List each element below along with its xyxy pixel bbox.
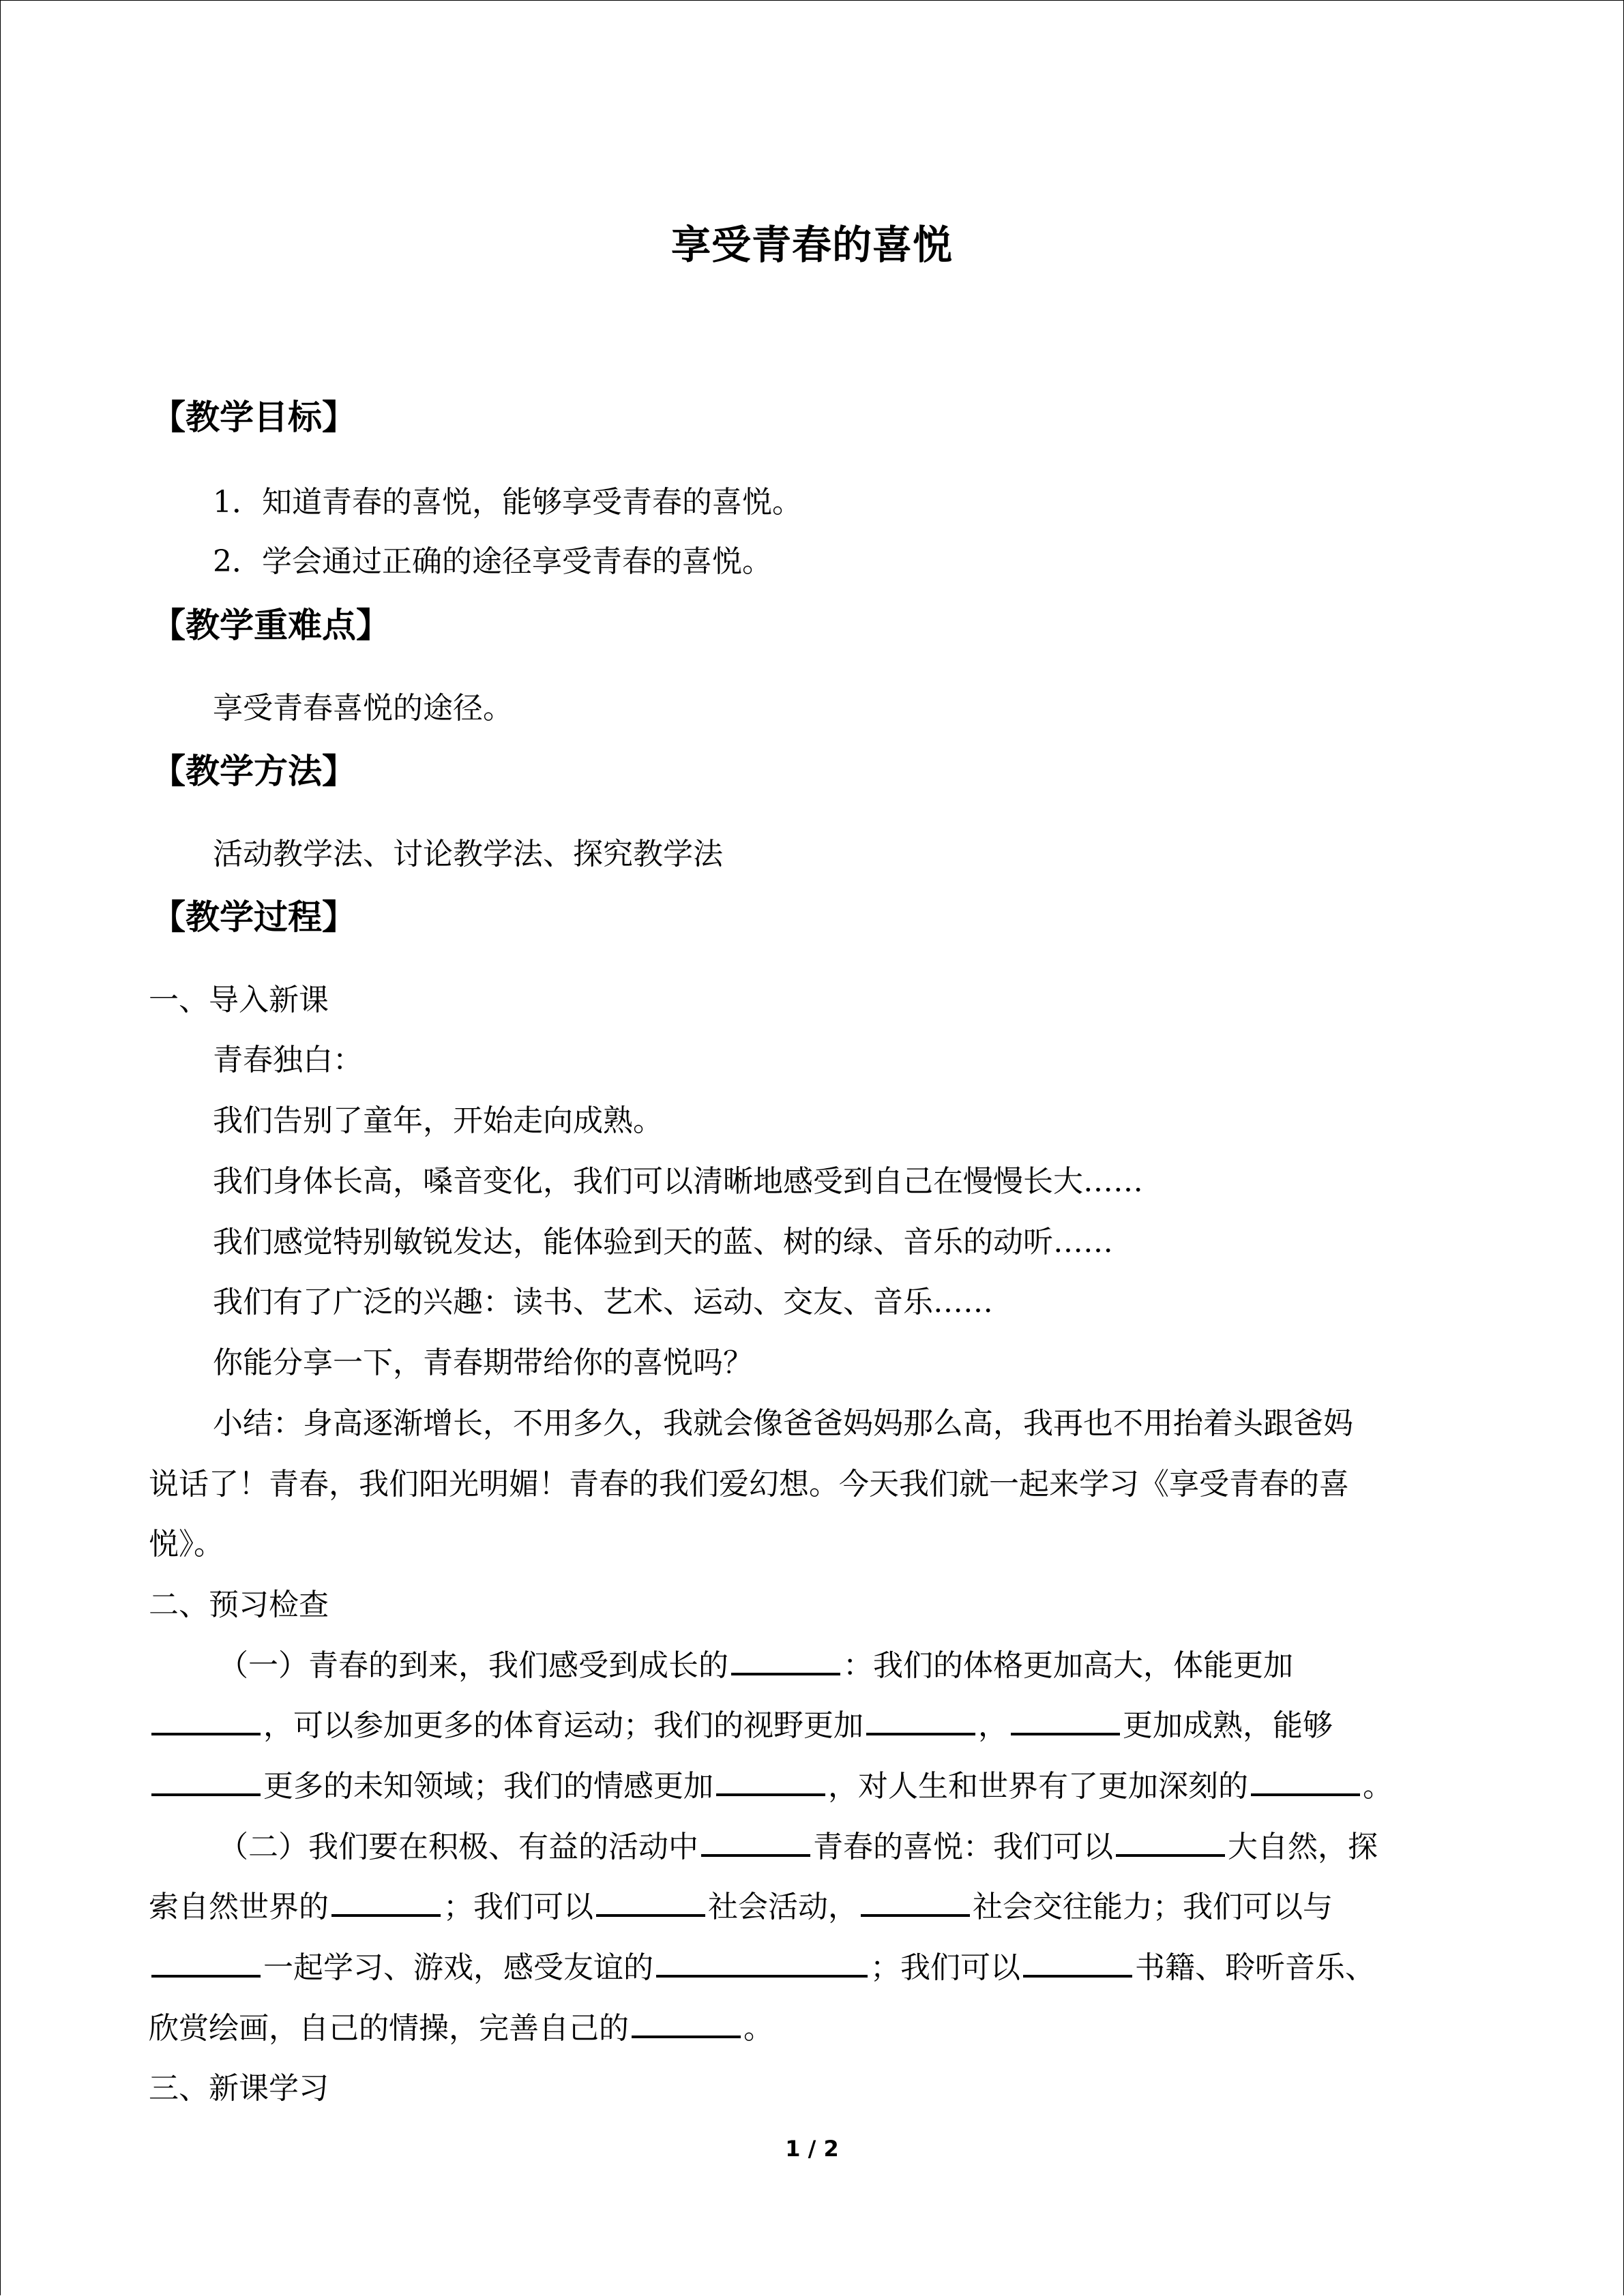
blank[interactable] (1116, 1824, 1225, 1857)
page-number: 1 / 2 (785, 2136, 839, 2162)
blank[interactable] (151, 1763, 261, 1796)
section1-line: 你能分享一下，青春期带给你的喜悦吗？ (213, 1345, 753, 1380)
section1-line: 我们有了广泛的兴趣：读书、艺术、运动、交友、音乐…… (213, 1285, 993, 1320)
blank[interactable] (596, 1884, 705, 1917)
fill-in-line: （一）青春的到来，我们感受到成长的 ：我们的体格更加高大，体能更加 (218, 1641, 1293, 1684)
document-title: 享受青春的喜悦 (670, 222, 953, 268)
section2-title: 二、预习检查 (149, 1587, 329, 1622)
blank[interactable] (731, 1643, 840, 1675)
blank[interactable] (1251, 1763, 1360, 1796)
fill-in-line: 欣赏绘画，自己的情操，完善自己的 。 (149, 2003, 773, 2047)
section1-line: 我们告别了童年，开始走向成熟。 (213, 1103, 663, 1138)
section1-line: 我们身体长高，嗓音变化，我们可以清晰地感受到自己在慢慢长大…… (213, 1164, 1143, 1199)
summary-line-3: 悦》。 (149, 1527, 224, 1562)
blank[interactable] (331, 1884, 441, 1917)
fill-in-line: ，可以参加更多的体育运动；我们的视野更加 ， 更加成熟，能够 (149, 1701, 1333, 1744)
methods-text: 活动教学法、讨论教学法、探究教学法 (213, 837, 723, 871)
fill-in-line: 索自然世界的 ；我们可以 社会活动， 社会交往能力；我们可以与 (149, 1882, 1333, 1926)
heading-key-points: 【教学重难点】 (151, 606, 390, 645)
key-points-text: 享受青春喜悦的途径。 (213, 691, 513, 726)
blank[interactable] (861, 1884, 970, 1917)
blank[interactable] (632, 2006, 741, 2038)
fill-in-line: 一起学习、游戏，感受友谊的 ；我们可以 书籍、聆听音乐、 (149, 1943, 1375, 1986)
heading-goals: 【教学目标】 (151, 398, 356, 437)
blank[interactable] (866, 1703, 975, 1735)
heading-methods: 【教学方法】 (151, 751, 356, 791)
blank[interactable] (1023, 1945, 1132, 1978)
section1-title: 一、导入新课 (149, 983, 329, 1017)
summary-line-2: 说话了！青春，我们阳光明媚！青春的我们爱幻想。今天我们就一起来学习《享受青春的喜 (149, 1467, 1349, 1502)
goal-1: 1．知道青春的喜悦，能够享受青春的喜悦。 (213, 485, 802, 520)
blank[interactable] (701, 1824, 810, 1857)
section1-line: 我们感觉特别敏锐发达，能体验到天的蓝、树的绿、音乐的动听…… (213, 1225, 1113, 1259)
section1-line: 青春独白： (213, 1043, 363, 1077)
blank[interactable] (1011, 1703, 1120, 1735)
fill-in-line: 更多的未知领域；我们的情感更加 ，对人生和世界有了更加深刻的 。 (149, 1761, 1393, 1805)
blank[interactable] (656, 1945, 868, 1978)
goal-2: 2．学会通过正确的途径享受青春的喜悦。 (213, 544, 772, 579)
summary-line-1: 小结：身高逐渐增长，不用多久，我就会像爸爸妈妈那么高，我再也不用抬着头跟爸妈 (213, 1406, 1353, 1441)
blank[interactable] (716, 1763, 825, 1796)
heading-process: 【教学过程】 (151, 897, 356, 937)
blank[interactable] (151, 1945, 261, 1978)
section3-title: 三、新课学习 (149, 2071, 329, 2106)
blank[interactable] (151, 1703, 261, 1735)
fill-in-line: （二）我们要在积极、有益的活动中 青春的喜悦：我们可以 大自然，探 (218, 1822, 1378, 1866)
